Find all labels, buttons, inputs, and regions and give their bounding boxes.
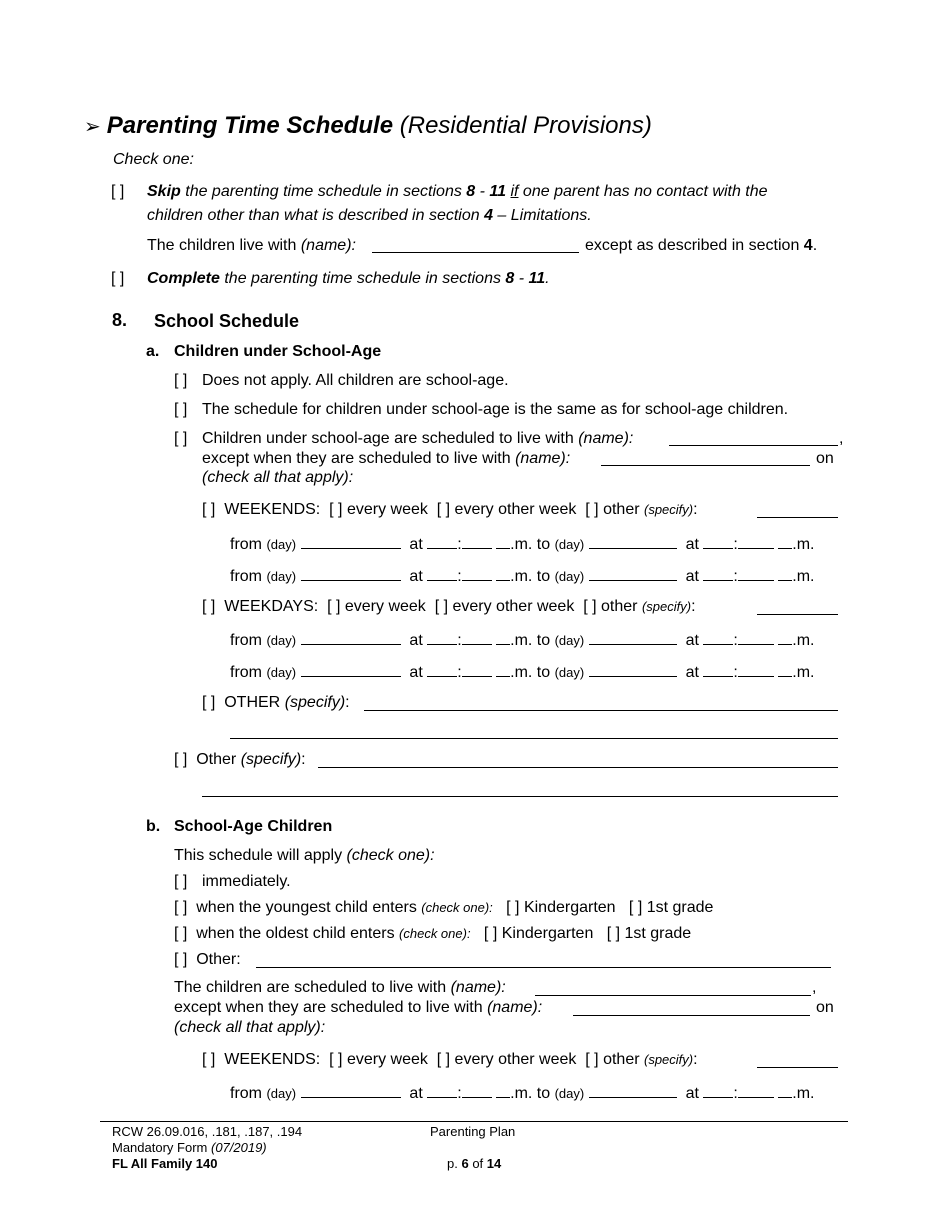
m-to-label: .m. to xyxy=(510,536,551,553)
weekdays-label: WEEKDAYS: xyxy=(224,598,319,615)
a-weekdays-row xyxy=(202,598,696,616)
to-hour-field[interactable] xyxy=(703,534,733,549)
live-with-text: The children live with xyxy=(147,237,301,254)
every-week-label: every week xyxy=(344,598,426,615)
b-opt2-kindergarten-checkbox[interactable]: [ ] xyxy=(506,899,520,916)
to-minute-field[interactable] xyxy=(738,534,774,549)
a-weekdays-every-other-checkbox[interactable]: [ ] xyxy=(434,598,449,615)
section-ref-4: 4 xyxy=(484,207,493,224)
from-ampm-field[interactable] xyxy=(496,566,510,581)
every-week-label: every week xyxy=(346,501,428,518)
from-minute-field[interactable] xyxy=(462,566,492,581)
at-label: at xyxy=(685,632,699,649)
a-opt3-name2-field[interactable] xyxy=(601,465,810,466)
specify-hint: (specify) xyxy=(240,751,302,768)
subsection-a-title: Children under School-Age xyxy=(174,343,382,360)
complete-checkbox[interactable]: [ ] xyxy=(111,270,125,287)
time-colon: : xyxy=(733,536,738,553)
b-sched-name2-field[interactable] xyxy=(573,1015,810,1016)
b-opt3-row xyxy=(174,925,691,943)
except-text: except as described in section xyxy=(585,237,804,254)
colon: : xyxy=(693,1051,698,1068)
day-hint: (day) xyxy=(266,665,297,680)
colon: : xyxy=(691,598,696,615)
footer-doc-title: Parenting Plan xyxy=(430,1124,516,1139)
page-p: p. xyxy=(447,1156,462,1171)
a-opt2-text: The schedule for children under school-age is the same as for school-age children. xyxy=(202,401,789,418)
to-ampm-field[interactable] xyxy=(778,534,792,549)
subsection-b-label: b. xyxy=(146,818,161,835)
a-opt3-a: Children under school-age are scheduled to live with xyxy=(202,430,579,447)
a-other-option-field-2[interactable] xyxy=(202,796,838,797)
complete-text: the parenting time schedule in sections xyxy=(219,270,506,287)
a-other-option-checkbox[interactable]: [ ] xyxy=(174,751,188,768)
a-weekends-from-row-2 xyxy=(230,566,814,586)
to-ampm-field[interactable] xyxy=(778,1083,792,1098)
a-other-row xyxy=(202,694,350,712)
to-day-field[interactable] xyxy=(589,662,677,677)
comma: , xyxy=(839,430,844,447)
on-text: on xyxy=(816,450,834,467)
complete-period: . xyxy=(545,270,550,287)
colon: : xyxy=(301,751,306,768)
to-day-field[interactable] xyxy=(589,566,677,581)
from-label: from xyxy=(230,664,262,681)
day-hint: (day) xyxy=(266,569,297,584)
section-ref-11: 11 xyxy=(489,183,507,200)
a-opt2-checkbox[interactable]: [ ] xyxy=(174,401,188,418)
comma: , xyxy=(812,979,817,996)
from-day-field[interactable] xyxy=(301,566,401,581)
specify-hint: (specify) xyxy=(641,599,692,614)
m-end-label: .m. xyxy=(792,632,815,649)
skip-text-2: one parent has no contact with the xyxy=(518,183,768,200)
to-day-field[interactable] xyxy=(589,1083,677,1098)
time-colon: : xyxy=(733,1085,738,1102)
kindergarten-label: Kindergarten xyxy=(501,925,594,942)
skip-option-text xyxy=(147,183,768,201)
from-label: from xyxy=(230,568,262,585)
a-weekdays-other-field[interactable] xyxy=(757,614,838,615)
b-sched-name1-field[interactable] xyxy=(535,995,811,996)
skip-if: if xyxy=(510,183,519,200)
from-hour-field[interactable] xyxy=(427,566,457,581)
b-other-checkbox[interactable]: [ ] xyxy=(174,951,188,968)
at-label: at xyxy=(409,632,423,649)
check-one-hint: (check one): xyxy=(346,847,435,864)
colon: : xyxy=(345,694,350,711)
b-weekends-other-checkbox[interactable]: [ ] xyxy=(585,1051,599,1068)
check-one-label: Check one: xyxy=(113,151,194,168)
b-weekends-every-other-checkbox[interactable]: [ ] xyxy=(436,1051,451,1068)
specify-hint: (specify) xyxy=(284,694,346,711)
b-other-label: Other: xyxy=(196,951,241,968)
skip-option-text-line2 xyxy=(147,207,592,225)
m-end-label: .m. xyxy=(792,664,815,681)
to-minute-field[interactable] xyxy=(738,662,774,677)
from-ampm-field[interactable] xyxy=(496,1083,510,1098)
time-colon: : xyxy=(457,664,462,681)
at-label: at xyxy=(685,568,699,585)
from-hour-field[interactable] xyxy=(427,630,457,645)
first-grade-label: 1st grade xyxy=(624,925,692,942)
at-label: at xyxy=(685,1085,699,1102)
skip-line2-a: children other than what is described in section xyxy=(147,207,485,224)
check-all-hint: (check all that apply): xyxy=(202,469,354,486)
m-end-label: .m. xyxy=(792,536,815,553)
from-ampm-field[interactable] xyxy=(496,630,510,645)
to-minute-field[interactable] xyxy=(738,1083,774,1098)
at-label: at xyxy=(409,1085,423,1102)
a-other-option-field-1[interactable] xyxy=(318,767,838,768)
heading-title: Parenting Time Schedule xyxy=(106,112,394,139)
complete-dash: - xyxy=(514,270,529,287)
a-weekends-from-row-1 xyxy=(230,534,814,554)
section-ref-4b: 4 xyxy=(803,237,813,254)
a-weekends-other-checkbox[interactable]: [ ] xyxy=(585,501,599,518)
footer-rule xyxy=(100,1121,848,1122)
skip-text-1: the parenting time schedule in sections xyxy=(180,183,467,200)
b-opt2-first-grade-checkbox[interactable]: [ ] xyxy=(628,899,643,916)
b-opt2-row xyxy=(174,899,713,917)
time-colon: : xyxy=(733,632,738,649)
b-weekends-every-week-checkbox[interactable]: [ ] xyxy=(329,1051,343,1068)
from-day-field[interactable] xyxy=(301,534,401,549)
kindergarten-label: Kindergarten xyxy=(523,899,616,916)
from-label: from xyxy=(230,536,262,553)
from-day-field[interactable] xyxy=(301,1083,401,1098)
to-minute-field[interactable] xyxy=(738,630,774,645)
b-weekends-row xyxy=(202,1051,698,1069)
day-hint: (day) xyxy=(554,537,585,552)
b-opt3-text: when the oldest child enters xyxy=(196,925,400,942)
other-label: other xyxy=(603,501,640,518)
b-sched-text xyxy=(174,979,506,997)
to-minute-field[interactable] xyxy=(738,566,774,581)
b-apply-text xyxy=(174,847,435,865)
a-weekdays-from-row-1 xyxy=(230,630,814,650)
footer-rcw: RCW 26.09.016, .181, .187, .194 xyxy=(112,1124,303,1139)
subsection-b-title: School-Age Children xyxy=(174,818,333,835)
complete-option-text xyxy=(147,270,550,288)
a-weekdays-checkbox[interactable]: [ ] xyxy=(202,598,216,615)
a-opt3-text-line2 xyxy=(202,450,570,468)
first-grade-label: 1st grade xyxy=(646,899,714,916)
to-hour-field[interactable] xyxy=(703,630,733,645)
from-minute-field[interactable] xyxy=(462,534,492,549)
section-ref-8: 8 xyxy=(466,183,476,200)
from-minute-field[interactable] xyxy=(462,662,492,677)
page-current: 6 xyxy=(461,1156,469,1171)
footer-mandatory xyxy=(112,1140,267,1155)
b-apply: This schedule will apply xyxy=(174,847,347,864)
a-opt1-text: Does not apply. All children are school-age. xyxy=(202,372,509,389)
a-weekends-every-week-checkbox[interactable]: [ ] xyxy=(329,501,343,518)
a-weekdays-from-row-2 xyxy=(230,662,814,682)
b-other-field[interactable] xyxy=(256,967,831,968)
name-hint: (name): xyxy=(450,979,506,996)
live-with-name-field[interactable] xyxy=(372,252,579,253)
mandatory-text: Mandatory Form xyxy=(112,1140,211,1155)
a-opt3-text xyxy=(202,430,633,448)
day-hint: (day) xyxy=(554,665,585,680)
a-other-checkbox[interactable]: [ ] xyxy=(202,694,216,711)
m-to-label: .m. to xyxy=(510,568,551,585)
a-weekends-every-other-checkbox[interactable]: [ ] xyxy=(436,501,451,518)
from-ampm-field[interactable] xyxy=(496,534,510,549)
a-other-field-1[interactable] xyxy=(364,710,838,711)
OTHER-label: OTHER xyxy=(224,694,281,711)
time-colon: : xyxy=(457,568,462,585)
footer-form-id: FL All Family 140 xyxy=(112,1156,218,1171)
time-colon: : xyxy=(457,1085,462,1102)
name-hint: (name): xyxy=(578,430,634,447)
a-weekends-other-field[interactable] xyxy=(757,517,838,518)
from-hour-field[interactable] xyxy=(427,1083,457,1098)
a-weekends-row xyxy=(202,501,698,519)
section-ref-11b: 11 xyxy=(528,270,546,287)
skip-line2-b: – Limitations. xyxy=(492,207,592,224)
m-to-label: .m. to xyxy=(510,1085,551,1102)
on-text: on xyxy=(816,999,834,1016)
to-hour-field[interactable] xyxy=(703,1083,733,1098)
check-one-hint: (check one): xyxy=(421,900,493,915)
time-colon: : xyxy=(733,568,738,585)
weekends-label: WEEKENDS: xyxy=(224,1051,321,1068)
from-minute-field[interactable] xyxy=(462,1083,492,1098)
period: . xyxy=(812,237,818,254)
day-hint: (day) xyxy=(266,1086,297,1101)
a-weekdays-every-week-checkbox[interactable]: [ ] xyxy=(327,598,341,615)
b-sched-b: except when they are scheduled to live with xyxy=(174,999,488,1016)
time-colon: : xyxy=(457,536,462,553)
at-label: at xyxy=(685,664,699,681)
every-other-week-label: every other week xyxy=(454,1051,577,1068)
colon: : xyxy=(693,501,698,518)
to-hour-field[interactable] xyxy=(703,566,733,581)
b-opt1-checkbox[interactable]: [ ] xyxy=(174,873,188,890)
section-title: School Schedule xyxy=(154,311,300,331)
a-opt3-checkbox[interactable]: [ ] xyxy=(174,430,188,447)
m-to-label: .m. to xyxy=(510,632,551,649)
name-hint: (name): xyxy=(515,450,571,467)
a-weekends-checkbox[interactable]: [ ] xyxy=(202,501,216,518)
from-minute-field[interactable] xyxy=(462,630,492,645)
a-other-option-row xyxy=(174,751,306,769)
check-one-hint: (check one): xyxy=(399,926,471,941)
from-day-field[interactable] xyxy=(301,662,401,677)
other-label: other xyxy=(601,598,638,615)
page-total: 14 xyxy=(486,1156,502,1171)
weekends-label: WEEKENDS: xyxy=(224,501,321,518)
except-as-described xyxy=(585,237,817,255)
other-label: other xyxy=(603,1051,640,1068)
to-hour-field[interactable] xyxy=(703,662,733,677)
m-end-label: .m. xyxy=(792,1085,815,1102)
time-colon: : xyxy=(457,632,462,649)
to-ampm-field[interactable] xyxy=(778,662,792,677)
name-hint: (name): xyxy=(487,999,543,1016)
from-label: from xyxy=(230,632,262,649)
b-opt3-kindergarten-checkbox[interactable]: [ ] xyxy=(483,925,498,942)
b-other-row xyxy=(174,951,241,969)
page-of: of xyxy=(468,1156,487,1171)
day-hint: (day) xyxy=(266,537,297,552)
m-end-label: .m. xyxy=(792,568,815,585)
from-label: from xyxy=(230,1085,262,1102)
arrow-bullet-icon: ➢ xyxy=(84,116,101,138)
section-heading xyxy=(84,112,652,140)
m-to-label: .m. to xyxy=(510,664,551,681)
Other-label: Other xyxy=(196,751,237,768)
section-number: 8. xyxy=(112,310,128,330)
b-sched-a: The children are scheduled to live with xyxy=(174,979,451,996)
subsection-a-label: a. xyxy=(146,343,160,360)
a-weekdays-other-checkbox[interactable]: [ ] xyxy=(583,598,597,615)
complete-word: Complete xyxy=(147,270,220,287)
at-label: at xyxy=(685,536,699,553)
b-weekends-other-field[interactable] xyxy=(757,1067,838,1068)
footer-page-number xyxy=(447,1156,501,1171)
specify-hint: (specify) xyxy=(644,1052,694,1067)
a-other-field-2[interactable] xyxy=(230,738,838,739)
b-opt2-checkbox[interactable]: [ ] xyxy=(174,899,188,916)
b-sched-text-line2 xyxy=(174,999,542,1017)
from-day-field[interactable] xyxy=(301,630,401,645)
skip-dash: - xyxy=(475,183,490,200)
name-hint: (name): xyxy=(300,237,356,254)
section-ref-8b: 8 xyxy=(505,270,515,287)
day-hint: (day) xyxy=(266,633,297,648)
every-other-week-label: every other week xyxy=(454,501,577,518)
from-hour-field[interactable] xyxy=(427,534,457,549)
to-day-field[interactable] xyxy=(589,534,677,549)
day-hint: (day) xyxy=(554,569,585,584)
b-opt3-first-grade-checkbox[interactable]: [ ] xyxy=(606,925,621,942)
check-all-hint: (check all that apply): xyxy=(174,1019,326,1036)
skip-word: Skip xyxy=(147,183,181,200)
heading-subtitle: (Residential Provisions) xyxy=(399,112,652,139)
every-week-label: every week xyxy=(346,1051,428,1068)
every-other-week-label: every other week xyxy=(452,598,575,615)
to-ampm-field[interactable] xyxy=(778,566,792,581)
children-live-with-line xyxy=(147,237,356,255)
a-opt3-b: except when they are scheduled to live with xyxy=(202,450,516,467)
at-label: at xyxy=(409,664,423,681)
a-opt1-checkbox[interactable]: [ ] xyxy=(174,372,188,389)
at-label: at xyxy=(409,568,423,585)
b-opt2-text: when the youngest child enters xyxy=(196,899,422,916)
day-hint: (day) xyxy=(554,633,585,648)
time-colon: : xyxy=(733,664,738,681)
b-weekends-checkbox[interactable]: [ ] xyxy=(202,1051,216,1068)
b-opt3-checkbox[interactable]: [ ] xyxy=(174,925,188,942)
specify-hint: (specify) xyxy=(644,502,694,517)
to-ampm-field[interactable] xyxy=(778,630,792,645)
skip-checkbox[interactable]: [ ] xyxy=(111,183,125,200)
from-hour-field[interactable] xyxy=(427,662,457,677)
to-day-field[interactable] xyxy=(589,630,677,645)
a-opt3-name1-field[interactable] xyxy=(669,445,838,446)
form-date: (07/2019) xyxy=(210,1140,267,1155)
at-label: at xyxy=(409,536,423,553)
b-weekends-from-row-1 xyxy=(230,1083,814,1103)
day-hint: (day) xyxy=(554,1086,585,1101)
from-ampm-field[interactable] xyxy=(496,662,510,677)
b-opt1-text: immediately. xyxy=(202,873,291,890)
